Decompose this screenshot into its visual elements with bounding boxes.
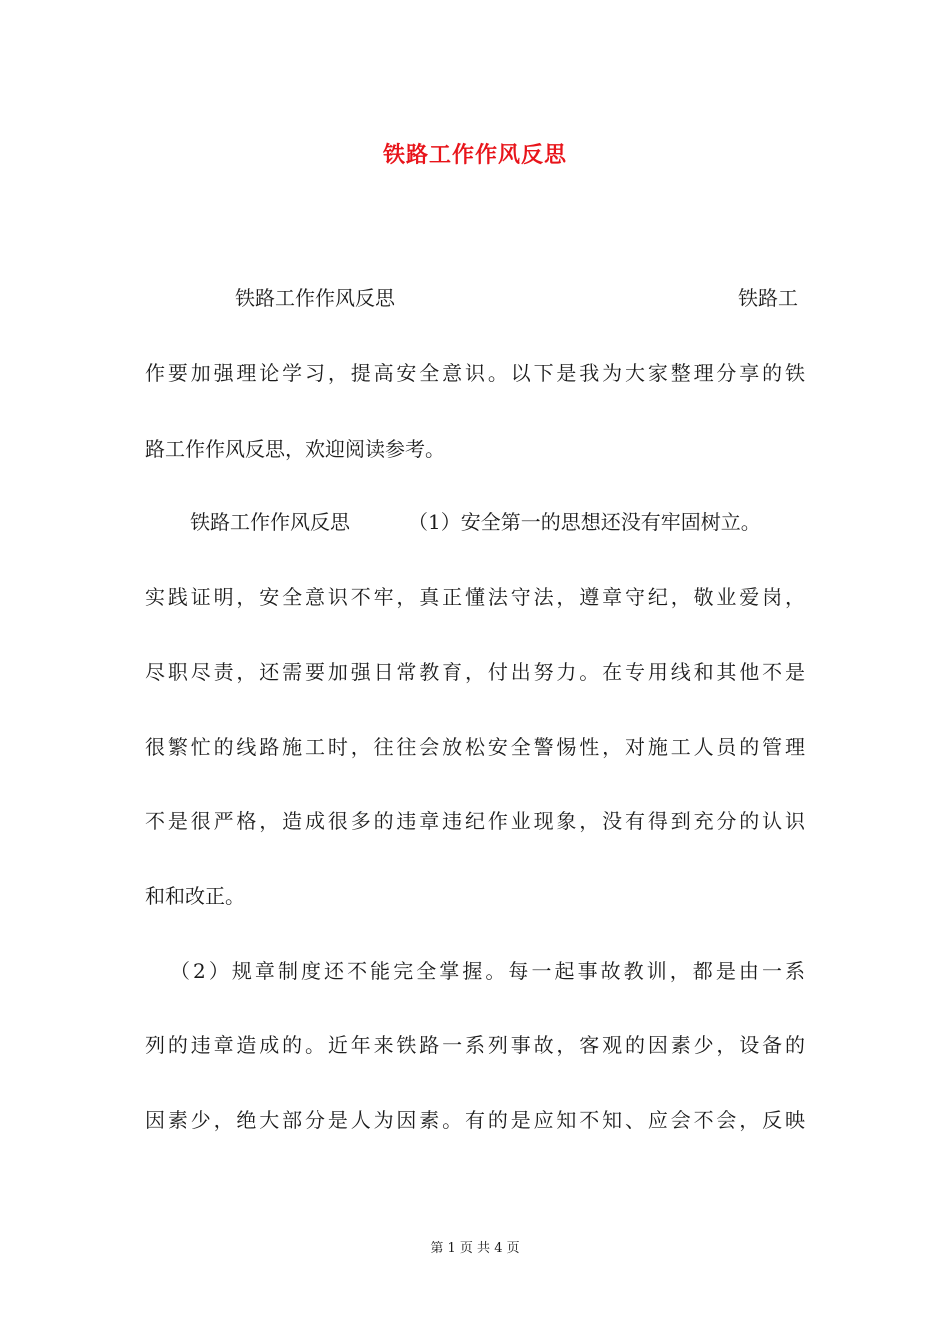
paragraph-line: 和和改正。 (145, 884, 245, 908)
document-title: 铁路工作作风反思 (382, 142, 567, 168)
paragraph-line: 铁路工作作风反思 (235, 286, 395, 310)
paragraph-line: 路工作作风反思，欢迎阅读参考。 (145, 437, 445, 461)
paragraph-line: （2）规章制度还不能完全掌握。每一起事故教训，都是由一系 (170, 959, 805, 983)
paragraph-line: （1）安全第一的思想还没有牢固树立。 (408, 510, 761, 534)
paragraph-line: 铁路工 (738, 286, 798, 310)
paragraph-line: 作要加强理论学习，提高安全意识。以下是我为大家整理分享的铁 (145, 361, 805, 385)
paragraph-line: 不是很严格，造成很多的违章违纪作业现象，没有得到充分的认识 (145, 809, 805, 833)
page-number: 第 1 页 共 4 页 (430, 1241, 520, 1256)
paragraph-line: 尽职尽责，还需要加强日常教育，付出努力。在专用线和其他不是 (145, 660, 805, 684)
paragraph-line: 因素少，绝大部分是人为因素。有的是应知不知、应会不会，反映 (145, 1108, 805, 1132)
paragraph-line: 实践证明，安全意识不牢，真正懂法守法，遵章守纪，敬业爱岗， (145, 585, 805, 609)
paragraph-line: 列的违章造成的。近年来铁路一系列事故，客观的因素少，设备的 (145, 1033, 805, 1057)
paragraph-line: 铁路工作作风反思 (190, 510, 350, 534)
paragraph-line: 很繁忙的线路施工时，往往会放松安全警惕性，对施工人员的管理 (145, 735, 805, 759)
